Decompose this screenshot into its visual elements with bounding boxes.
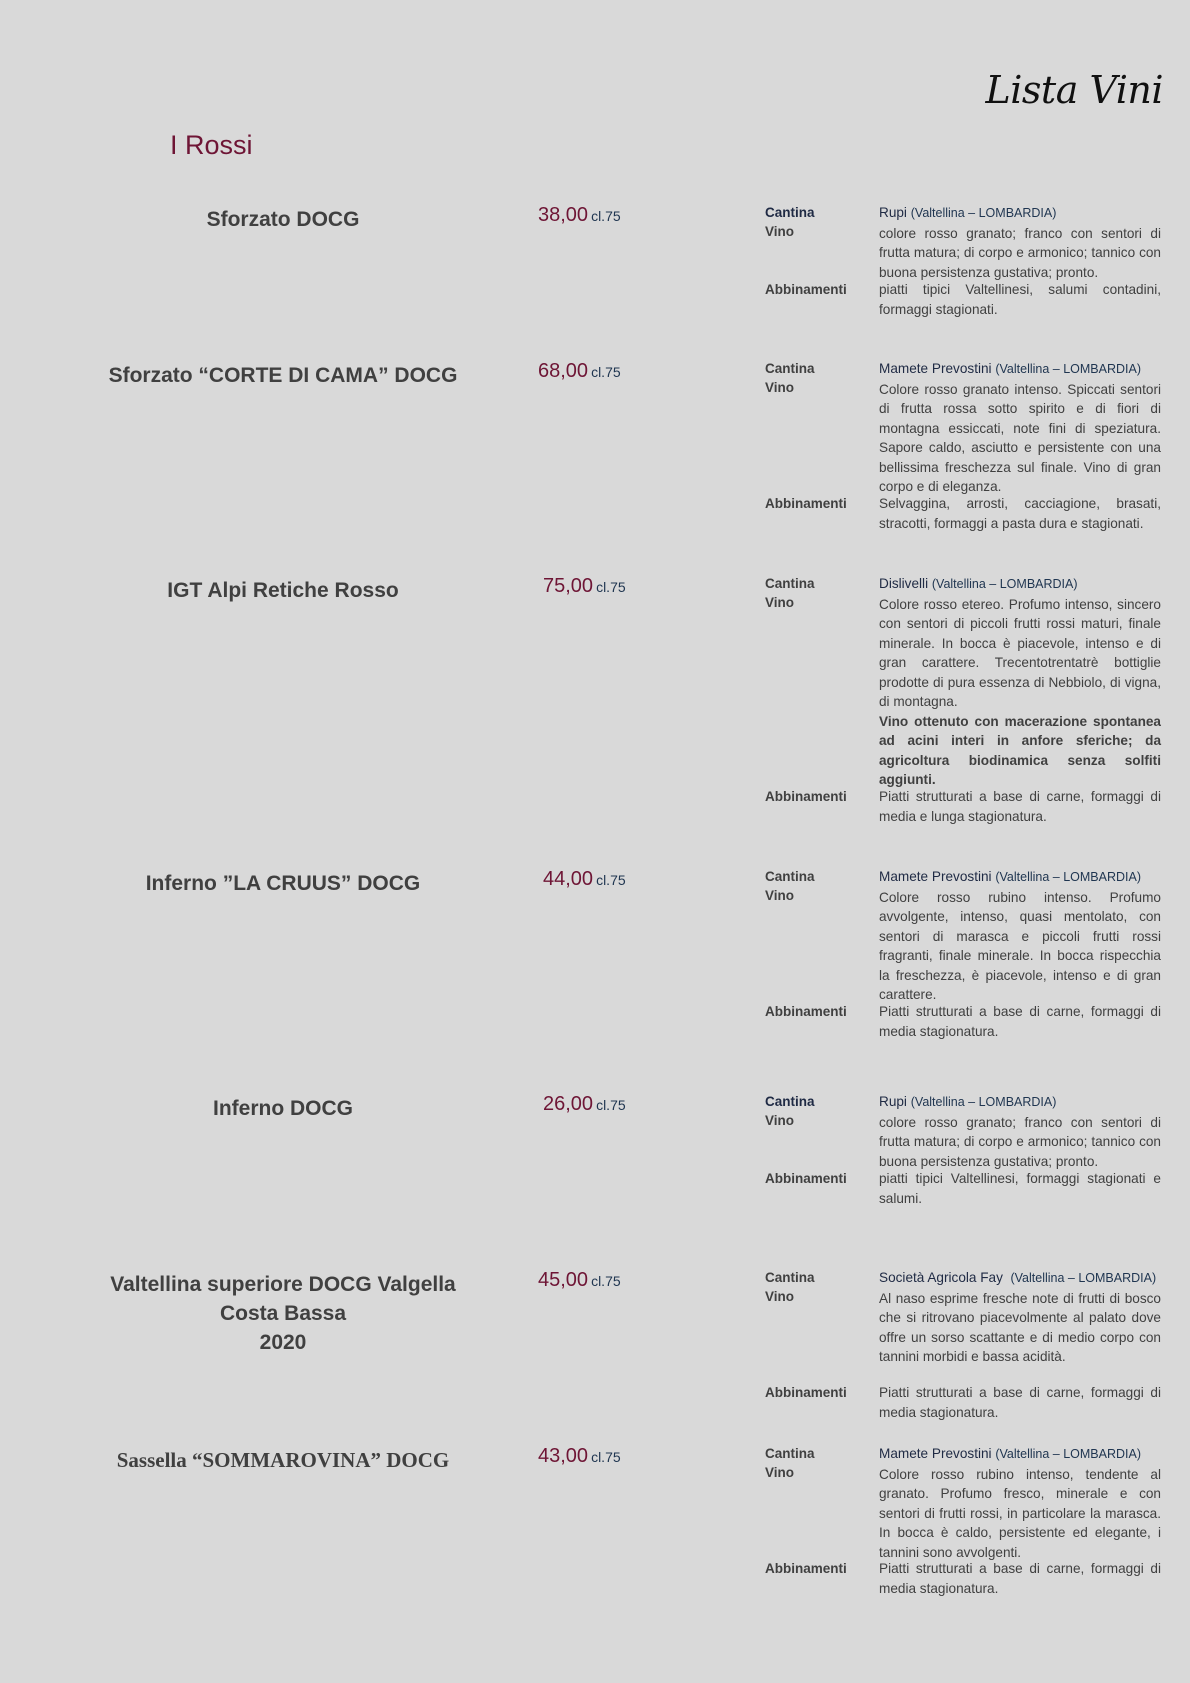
label-vino: Vino: [765, 224, 795, 239]
wine-details: [879, 359, 1161, 497]
label-vino: Vino: [765, 595, 795, 610]
price-value: 45,00: [538, 1269, 589, 1291]
label-vino: Vino: [765, 1289, 795, 1304]
producer: [879, 867, 1161, 888]
wine-details: [879, 203, 1161, 282]
producer-region: (Valtellina – LOMBARDIA): [910, 206, 1057, 220]
producer: [879, 1444, 1161, 1465]
label-abbinamenti: Abbinamenti: [765, 282, 847, 297]
label-abbinamenti: Abbinamenti: [765, 1561, 847, 1576]
wine-name: Inferno ”LA CRUUS” DOCG: [145, 872, 421, 895]
price-value: 43,00: [538, 1445, 589, 1467]
producer: [879, 359, 1161, 380]
wine-details: [879, 1444, 1161, 1562]
wine-price: [538, 360, 621, 383]
wine-description: colore rosso granato; franco con sentori di frutta matura; di corpo e armonico; tannico con buona persistenza gustativa; pronto.: [879, 1114, 1161, 1169]
wine-pairing: piatti tipici Valtellinesi, formaggi stagionati e salumi.: [879, 1171, 1161, 1206]
label-cantina: Cantina: [765, 361, 815, 376]
price-value: 68,00: [538, 360, 589, 382]
producer-region: (Valtellina – LOMBARDIA): [1010, 1271, 1157, 1285]
producer-region: (Valtellina – LOMBARDIA): [995, 870, 1142, 884]
producer-region: (Valtellina – LOMBARDIA): [995, 1447, 1142, 1461]
producer-name: Rupi: [879, 205, 907, 220]
wine-price: [543, 868, 626, 891]
wine-price: [543, 575, 626, 598]
wine-pairing: Piatti strutturati a base di carne, formaggi di media stagionatura.: [879, 1561, 1161, 1596]
label-cantina: Cantina: [765, 205, 815, 220]
producer-name: Rupi: [879, 1094, 907, 1109]
price-value: 38,00: [538, 204, 589, 226]
wine-name: Sassella “SOMMAROVINA” DOCG: [116, 1448, 450, 1472]
label-abbinamenti: Abbinamenti: [765, 1385, 847, 1400]
wine-details: [879, 1092, 1161, 1171]
label-vino: Vino: [765, 1113, 795, 1128]
wine-name-line: Costa Bassa: [219, 1302, 347, 1325]
label-cantina: Cantina: [765, 1270, 815, 1285]
wine-description: colore rosso granato; franco con sentori di frutta matura; di corpo e armonico; tannico con buona persistenza gustativa; pronto.: [879, 225, 1161, 280]
wine-price: [543, 1093, 626, 1116]
label-abbinamenti: Abbinamenti: [765, 496, 847, 511]
bottle-size: cl.75: [591, 1273, 621, 1289]
wine-name-line: Valtellina superiore DOCG Valgella: [110, 1273, 456, 1296]
bottle-size: cl.75: [591, 208, 621, 224]
bottle-size: cl.75: [596, 1097, 626, 1113]
producer-region: (Valtellina – LOMBARDIA): [931, 577, 1078, 591]
producer-name: Mamete Prevostini: [879, 361, 992, 376]
price-value: 75,00: [543, 575, 594, 597]
price-value: 26,00: [543, 1093, 594, 1115]
bottle-size: cl.75: [591, 364, 621, 380]
price-value: 44,00: [543, 868, 594, 890]
wine-price: [538, 204, 621, 227]
producer: [879, 574, 1161, 595]
wine-price: [538, 1445, 621, 1468]
wine-name: Sforzato DOCG: [206, 208, 360, 231]
wine-pairing: Selvaggina, arrosti, cacciagione, brasati, stracotti, formaggi a pasta dura e stagionati.: [879, 496, 1161, 531]
label-abbinamenti: Abbinamenti: [765, 1004, 847, 1019]
bottle-size: cl.75: [596, 579, 626, 595]
section-title: I Rossi: [170, 130, 253, 160]
label-vino: Vino: [765, 888, 795, 903]
label-abbinamenti: Abbinamenti: [765, 789, 847, 804]
wine-name: Inferno DOCG: [213, 1097, 353, 1120]
producer-name: Mamete Prevostini: [879, 869, 992, 884]
wine-pairing: Piatti strutturati a base di carne, formaggi di media stagionatura.: [879, 1004, 1161, 1039]
wine-description: Colore rosso etereo. Profumo intenso, sincero con sentori di piccoli frutti rossi maturi, finale minerale. In bocca è piacevole, intenso e di gran carattere. Trecentotrentatrè bottiglie prodotte di pura essenza di Nebbiolo, di vigna, di montagna.: [879, 596, 1161, 709]
producer: [879, 203, 1161, 224]
producer-name: Società Agricola Fay: [879, 1270, 1003, 1285]
wine-name: Sforzato “CORTE DI CAMA” DOCG: [108, 364, 458, 387]
producer-name: Dislivelli: [879, 576, 929, 591]
label-cantina: Cantina: [765, 869, 815, 884]
wine-description: Al naso esprime fresche note di frutti di bosco che si ritrovano piacevolmente al palato dove offre un sorso scattante e di medio corpo con tannini morbidi e bassa acidità.: [879, 1290, 1161, 1364]
producer-name: Mamete Prevostini: [879, 1446, 992, 1461]
wine-details: [879, 1268, 1161, 1367]
wine-vintage: 2020: [259, 1331, 307, 1354]
producer-region: (Valtellina – LOMBARDIA): [910, 1095, 1057, 1109]
label-vino: Vino: [765, 1465, 795, 1480]
wine-name: [88, 1270, 478, 1357]
producer: [879, 1268, 1161, 1289]
page-title: Lista Vini: [985, 68, 1163, 112]
bottle-size: cl.75: [591, 1449, 621, 1465]
wine-pairing: Piatti strutturati a base di carne, formaggi di media stagionatura.: [879, 1385, 1161, 1420]
wine-details: [879, 867, 1161, 1005]
label-cantina: Cantina: [765, 576, 815, 591]
producer-region: (Valtellina – LOMBARDIA): [995, 362, 1142, 376]
wine-description-note: Vino ottenuto con macerazione spontanea ad acini interi in anfore sferiche; da agricoltura biodinamica senza solfiti aggiunti.: [879, 713, 1161, 787]
label-abbinamenti: Abbinamenti: [765, 1171, 847, 1186]
label-cantina: Cantina: [765, 1446, 815, 1461]
producer: [879, 1092, 1161, 1113]
label-vino: Vino: [765, 380, 795, 395]
wine-pairing: piatti tipici Valtellinesi, salumi contadini, formaggi stagionati.: [879, 282, 1161, 317]
wine-name: IGT Alpi Retiche Rosso: [167, 579, 399, 602]
wine-description: Colore rosso rubino intenso, tendente al granato. Profumo fresco, minerale e con sentori di frutti rossi, in particolare la marasca. In bocca è caldo, persistente ed elegante, i tannini sono avvolgenti.: [879, 1466, 1161, 1560]
wine-details: [879, 574, 1161, 790]
wine-description: Colore rosso rubino intenso. Profumo avvolgente, intenso, quasi mentolato, con sentori di marasca e piccoli frutti rossi fragranti, finale minerale. In bocca rispecchia la freschezza, è piacevole, intenso e di gran carattere.: [879, 889, 1161, 1002]
bottle-size: cl.75: [596, 872, 626, 888]
label-cantina: Cantina: [765, 1094, 815, 1109]
wine-description: Colore rosso granato intenso. Spiccati sentori di frutta rossa sotto spirito e di fiori di montagna essiccati, note fini di speziatura. Sapore caldo, asciutto e persistente con una bellissima freschezza sul finale. Vino di gran corpo e di eleganza.: [879, 381, 1161, 494]
wine-pairing: Piatti strutturati a base di carne, formaggi di media e lunga stagionatura.: [879, 789, 1161, 824]
wine-price: [538, 1269, 621, 1292]
